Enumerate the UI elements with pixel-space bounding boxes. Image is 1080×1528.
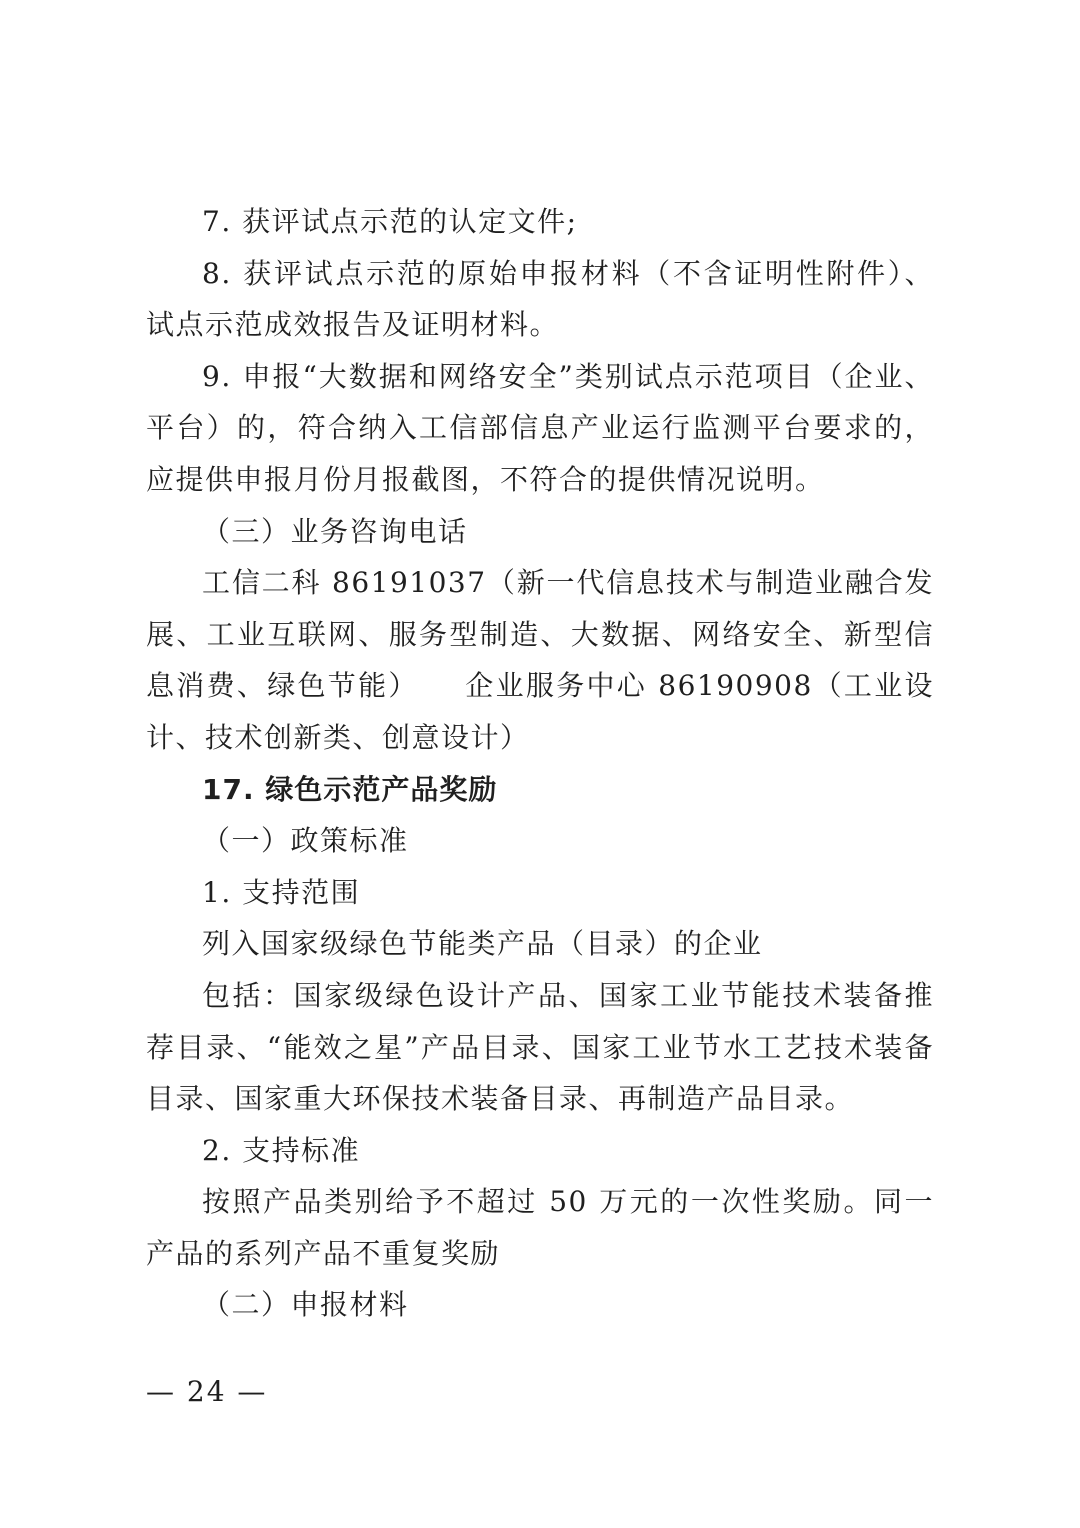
section-title-green-product-award: 17. 绿色示范产品奖励 xyxy=(202,772,498,806)
section-heading-consult-phone: （三）业务咨询电话 xyxy=(202,514,468,548)
paragraph-support-standard: 按照产品类别给予不超过 50 万元的一次性奖励。同一产品的系列产品不重复奖励 xyxy=(146,1185,934,1270)
paragraph-includes: 包括：国家级绿色设计产品、国家工业节能技术装备推荐目录、“能效之星”产品目录、国家工业节水工艺技术装备目录、国家重大环保技术装备目录、再制造产品目录。 xyxy=(146,978,934,1116)
section-heading-policy-standard: （一）政策标准 xyxy=(202,824,409,858)
paragraph-item-8: 8. 获评试点示范的原始申报材料（不含证明性附件）、试点示范成效报告及证明材料。 xyxy=(146,256,934,342)
page-number: — 24 — xyxy=(146,1375,268,1408)
paragraph-support-standard-title: 2. 支持标准 xyxy=(202,1133,361,1167)
paragraph-contact-info: 工信二科 86191037（新一代信息技术与制造业融合发展、工业互联网、服务型制造、大数据、网络安全、新型信息消费、绿色节能） 企业服务中心 86190908（工业设计、技术创新类、创意设计） xyxy=(146,566,934,754)
document-body xyxy=(146,196,934,1331)
paragraph-item-9: 9. 申报“大数据和网络安全”类别试点示范项目（企业、平台）的，符合纳入工信部信息产业运行监测平台要求的，应提供申报月份月报截图，不符合的提供情况说明。 xyxy=(146,359,934,496)
paragraph-support-scope-title: 1. 支持范围 xyxy=(202,875,361,909)
paragraph-support-scope: 列入国家级绿色节能类产品（目录）的企业 xyxy=(202,927,763,961)
section-heading-application-materials: （二）申报材料 xyxy=(202,1288,409,1322)
paragraph-item-7: 7. 获评试点示范的认定文件; xyxy=(202,205,578,238)
